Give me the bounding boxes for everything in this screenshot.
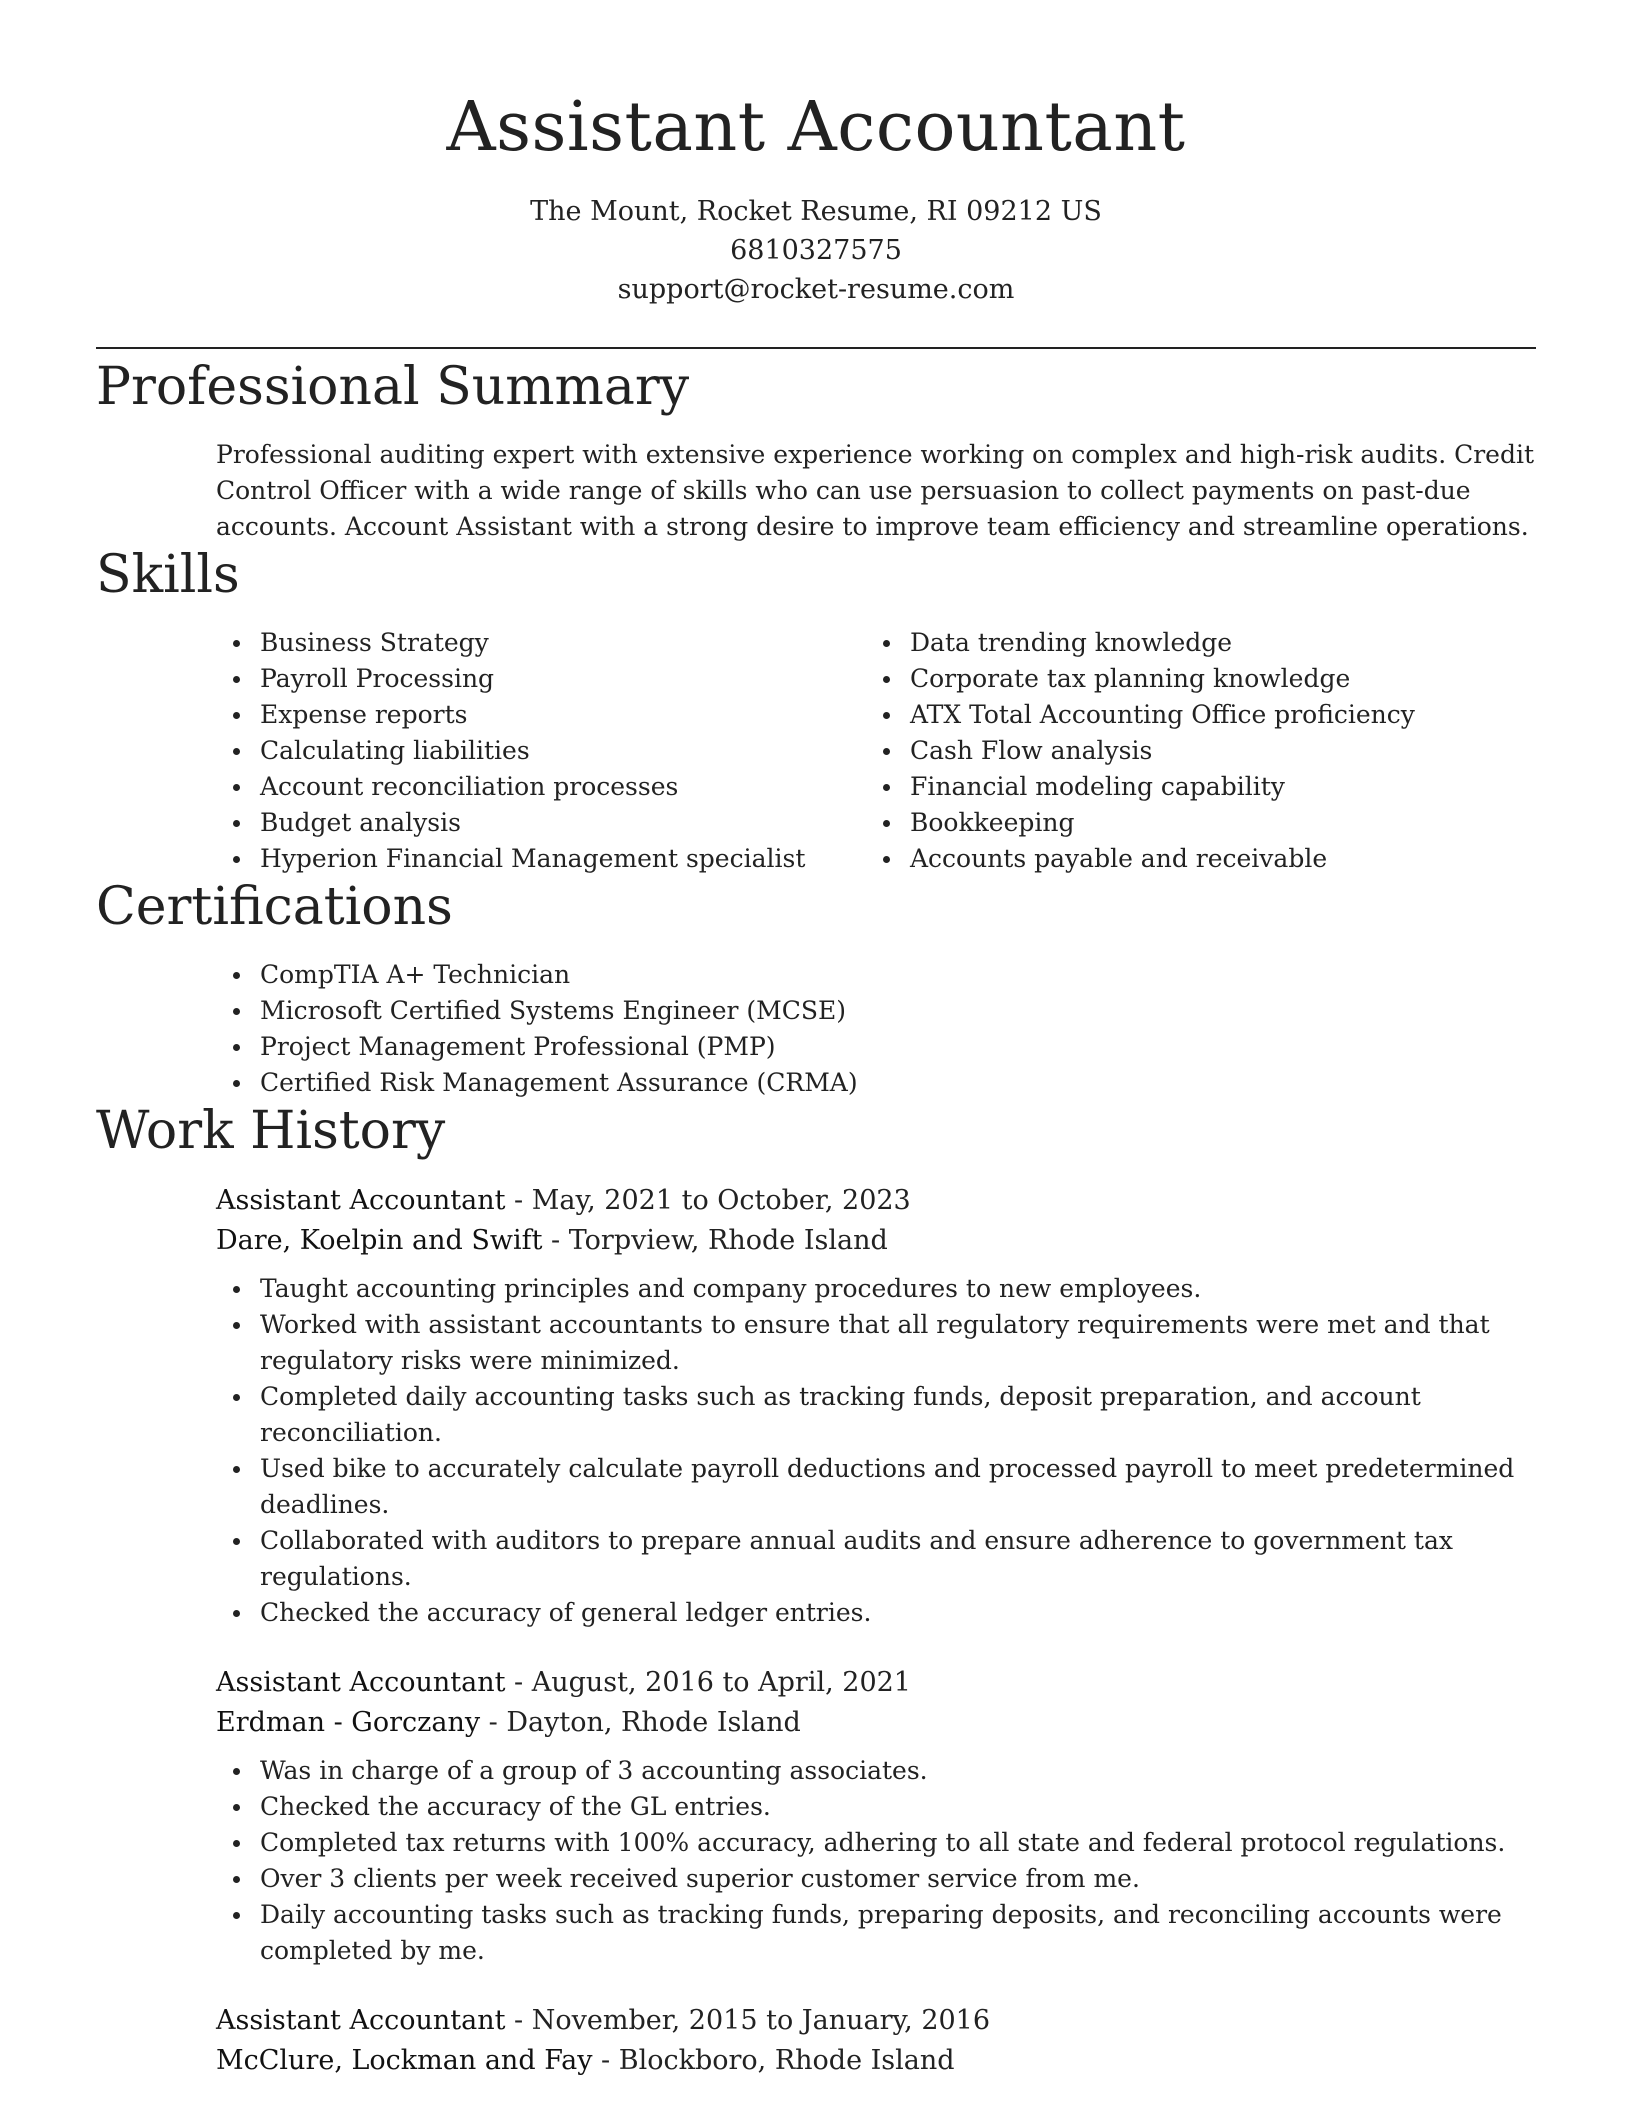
job-title-line [216, 2001, 1536, 2041]
job-title-line [216, 1181, 1536, 1221]
job-dates: - May, 2021 to October, 2023 [505, 1185, 911, 1216]
job-duty: Worked with assistant accountants to ensure that all regulatory requirements were met and that regulatory risks were minimized. [260, 1307, 1536, 1379]
resume-name: Assistant Accountant [446, 88, 1186, 167]
job-entry [216, 1181, 1536, 1631]
job-duty: Completed tax returns with 100% accuracy, adhering to all state and federal protocol regulations. [260, 1825, 1536, 1861]
summary-text: Professional auditing expert with extensive experience working on complex and high-risk audits. Credit Control Officer with a wide range of skills who can use persuasion to collect payments on past-due accounts. Account Assistant with a strong desire to improve team efficiency and streamline operations. [216, 440, 1535, 541]
certification-item: Microsoft Certified Systems Engineer (MCSE) [260, 993, 1536, 1029]
skill-item: Account reconciliation processes [260, 769, 866, 805]
job-location: - Dayton, Rhode Island [480, 1707, 801, 1738]
contact-info [96, 192, 1536, 309]
certifications-block [216, 957, 1536, 1101]
job-company: Dare, Koelpin and Swift [216, 1225, 543, 1256]
skills-column-left [216, 625, 866, 877]
work-history-heading: Work History [96, 1101, 446, 1161]
header-divider [96, 347, 1536, 349]
job-duty: Collaborated with auditors to prepare annual audits and ensure adherence to government tax regulations. [260, 1523, 1536, 1595]
job-company: McClure, Lockman and Fay [216, 2045, 593, 2076]
skill-item: Payroll Processing [260, 661, 866, 697]
job-role: Assistant Accountant [216, 1667, 506, 1698]
job-role: Assistant Accountant [216, 2005, 506, 2036]
certifications-heading: Certifications [96, 877, 453, 937]
skill-item: Business Strategy [260, 625, 866, 661]
skill-item: Accounts payable and receivable [910, 841, 1516, 877]
job-duty: Used bike to accurately calculate payroll deductions and processed payroll to meet predetermined deadlines. [260, 1451, 1536, 1523]
job-duties-list [216, 1271, 1536, 1631]
job-duty: Taught accounting principles and company procedures to new employees. [260, 1271, 1536, 1307]
job-duty: Completed daily accounting tasks such as tracking funds, deposit preparation, and account reconciliation. [260, 1379, 1536, 1451]
certification-item: CompTIA A+ Technician [260, 957, 1536, 993]
skills-list-right [866, 625, 1516, 877]
contact-email: support@rocket-resume.com [617, 274, 1015, 305]
job-entry [216, 1663, 1536, 1969]
skill-item: Bookkeeping [910, 805, 1516, 841]
job-duty: Over 3 clients per week received superior customer service from me. [260, 1861, 1536, 1897]
job-role: Assistant Accountant [216, 1185, 506, 1216]
certification-item: Certified Risk Management Assurance (CRMA) [260, 1065, 1536, 1101]
resume-page [96, 0, 1536, 2081]
skill-item: Expense reports [260, 697, 866, 733]
job-company: Erdman - Gorczany [216, 1707, 481, 1738]
contact-address: The Mount, Rocket Resume, RI 09212 US [530, 196, 1102, 227]
job-dates: - November, 2015 to January, 2016 [505, 2005, 991, 2036]
skill-item: Budget analysis [260, 805, 866, 841]
job-company-line [216, 1221, 1536, 1261]
job-duty: Daily accounting tasks such as tracking funds, preparing deposits, and reconciling accounts were completed by me. [260, 1897, 1536, 1969]
job-title-line [216, 1663, 1536, 1703]
skills-column-right [866, 625, 1516, 877]
job-location: - Torpview, Rhode Island [542, 1225, 888, 1256]
summary-heading: Professional Summary [96, 357, 690, 417]
resume-header [96, 0, 1536, 309]
job-company-line [216, 1703, 1536, 1743]
job-dates: - August, 2016 to April, 2021 [505, 1667, 911, 1698]
job-duty: Was in charge of a group of 3 accounting associates. [260, 1753, 1536, 1789]
job-company-line [216, 2041, 1536, 2081]
job-entry [216, 2001, 1536, 2081]
job-duties-list [216, 1753, 1536, 1969]
skills-heading: Skills [96, 545, 240, 605]
skill-item: Financial modeling capability [910, 769, 1516, 805]
job-duty: Checked the accuracy of the GL entries. [260, 1789, 1536, 1825]
skill-item: ATX Total Accounting Office proficiency [910, 697, 1516, 733]
certifications-list [216, 957, 1536, 1101]
job-location: - Blockboro, Rhode Island [592, 2045, 955, 2076]
job-duty: Checked the accuracy of general ledger entries. [260, 1595, 1536, 1631]
skills-list-left [216, 625, 866, 877]
skills-grid [216, 625, 1536, 877]
contact-phone: 6810327575 [730, 235, 902, 266]
skill-item: Hyperion Financial Management specialist [260, 841, 866, 877]
certification-item: Project Management Professional (PMP) [260, 1029, 1536, 1065]
skill-item: Calculating liabilities [260, 733, 866, 769]
skill-item: Cash Flow analysis [910, 733, 1516, 769]
skill-item: Corporate tax planning knowledge [910, 661, 1516, 697]
skill-item: Data trending knowledge [910, 625, 1516, 661]
